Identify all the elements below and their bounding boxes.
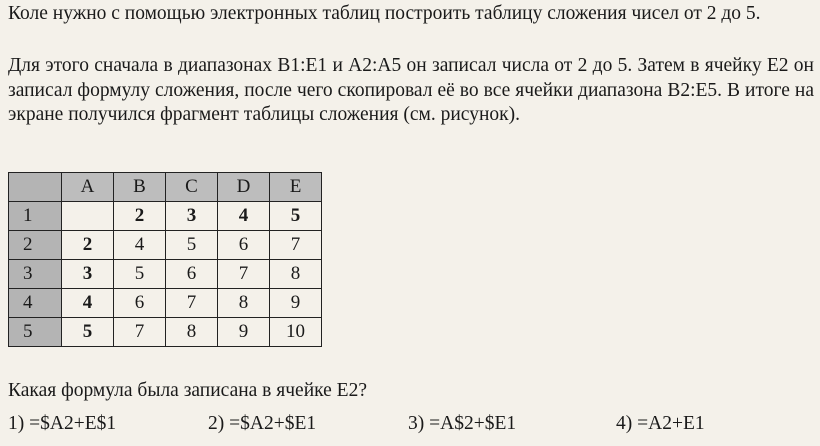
task-description-paragraph: Для этого сначала в диапазонах B1:E1 и A2:A5 он записал числа от 2 до 5. Затем в ячейку E2 он записал формулу сложения, после чего скопировал её во все ячейки диапазона B2:E5. В итоге на экране получился фрагмент таблицы сложения (см. рисунок).: [8, 55, 814, 125]
cell-d4: 8: [218, 289, 270, 318]
column-header-a: A: [62, 173, 114, 202]
cell-e2: 7: [270, 231, 322, 260]
cell-b2: 4: [114, 231, 166, 260]
answer-option-2: 2) =$A2+$E1: [208, 413, 317, 434]
row-header-4: 4: [9, 289, 62, 318]
table-row: [9, 231, 322, 260]
cell-d3: 7: [218, 260, 270, 289]
cell-c3: 6: [166, 260, 218, 289]
cell-a3: 3: [62, 260, 114, 289]
answer-option-3: 3) =A$2+$E1: [408, 413, 517, 434]
cell-e4: 9: [270, 289, 322, 318]
table-row: [9, 202, 322, 231]
row-header-1: 1: [9, 202, 62, 231]
cell-a5: 5: [62, 318, 114, 347]
table-row: [9, 260, 322, 289]
answer-option-1: 1) =$A2+E$1: [8, 413, 117, 434]
row-header-5: 5: [9, 318, 62, 347]
cell-c1: 3: [166, 202, 218, 231]
cell-c5: 8: [166, 318, 218, 347]
cell-a4: 4: [62, 289, 114, 318]
column-header-e: E: [270, 173, 322, 202]
cell-b1: 2: [114, 202, 166, 231]
column-header-c: C: [166, 173, 218, 202]
header-row: [9, 173, 322, 202]
cell-e1: 5: [270, 202, 322, 231]
table-row: [9, 318, 322, 347]
corner-cell: [9, 173, 62, 202]
cell-d1: 4: [218, 202, 270, 231]
row-header-2: 2: [9, 231, 62, 260]
cell-c4: 7: [166, 289, 218, 318]
question-text: Какая формула была записана в ячейке E2?: [8, 380, 367, 401]
cell-a2: 2: [62, 231, 114, 260]
column-header-d: D: [218, 173, 270, 202]
row-header-3: 3: [9, 260, 62, 289]
cell-b4: 6: [114, 289, 166, 318]
column-header-b: B: [114, 173, 166, 202]
cell-b3: 5: [114, 260, 166, 289]
answer-option-4: 4) =A2+E1: [616, 413, 705, 434]
task-intro-paragraph: Коле нужно с помощью электронных таблиц построить таблицу сложения чисел от 2 до 5.: [8, 3, 761, 24]
cell-b5: 7: [114, 318, 166, 347]
table-row: [9, 289, 322, 318]
cell-a1: [62, 202, 114, 231]
cell-c2: 5: [166, 231, 218, 260]
spreadsheet-fragment: [8, 172, 322, 347]
cell-e3: 8: [270, 260, 322, 289]
cell-e5: 10: [270, 318, 322, 347]
cell-d5: 9: [218, 318, 270, 347]
cell-d2: 6: [218, 231, 270, 260]
